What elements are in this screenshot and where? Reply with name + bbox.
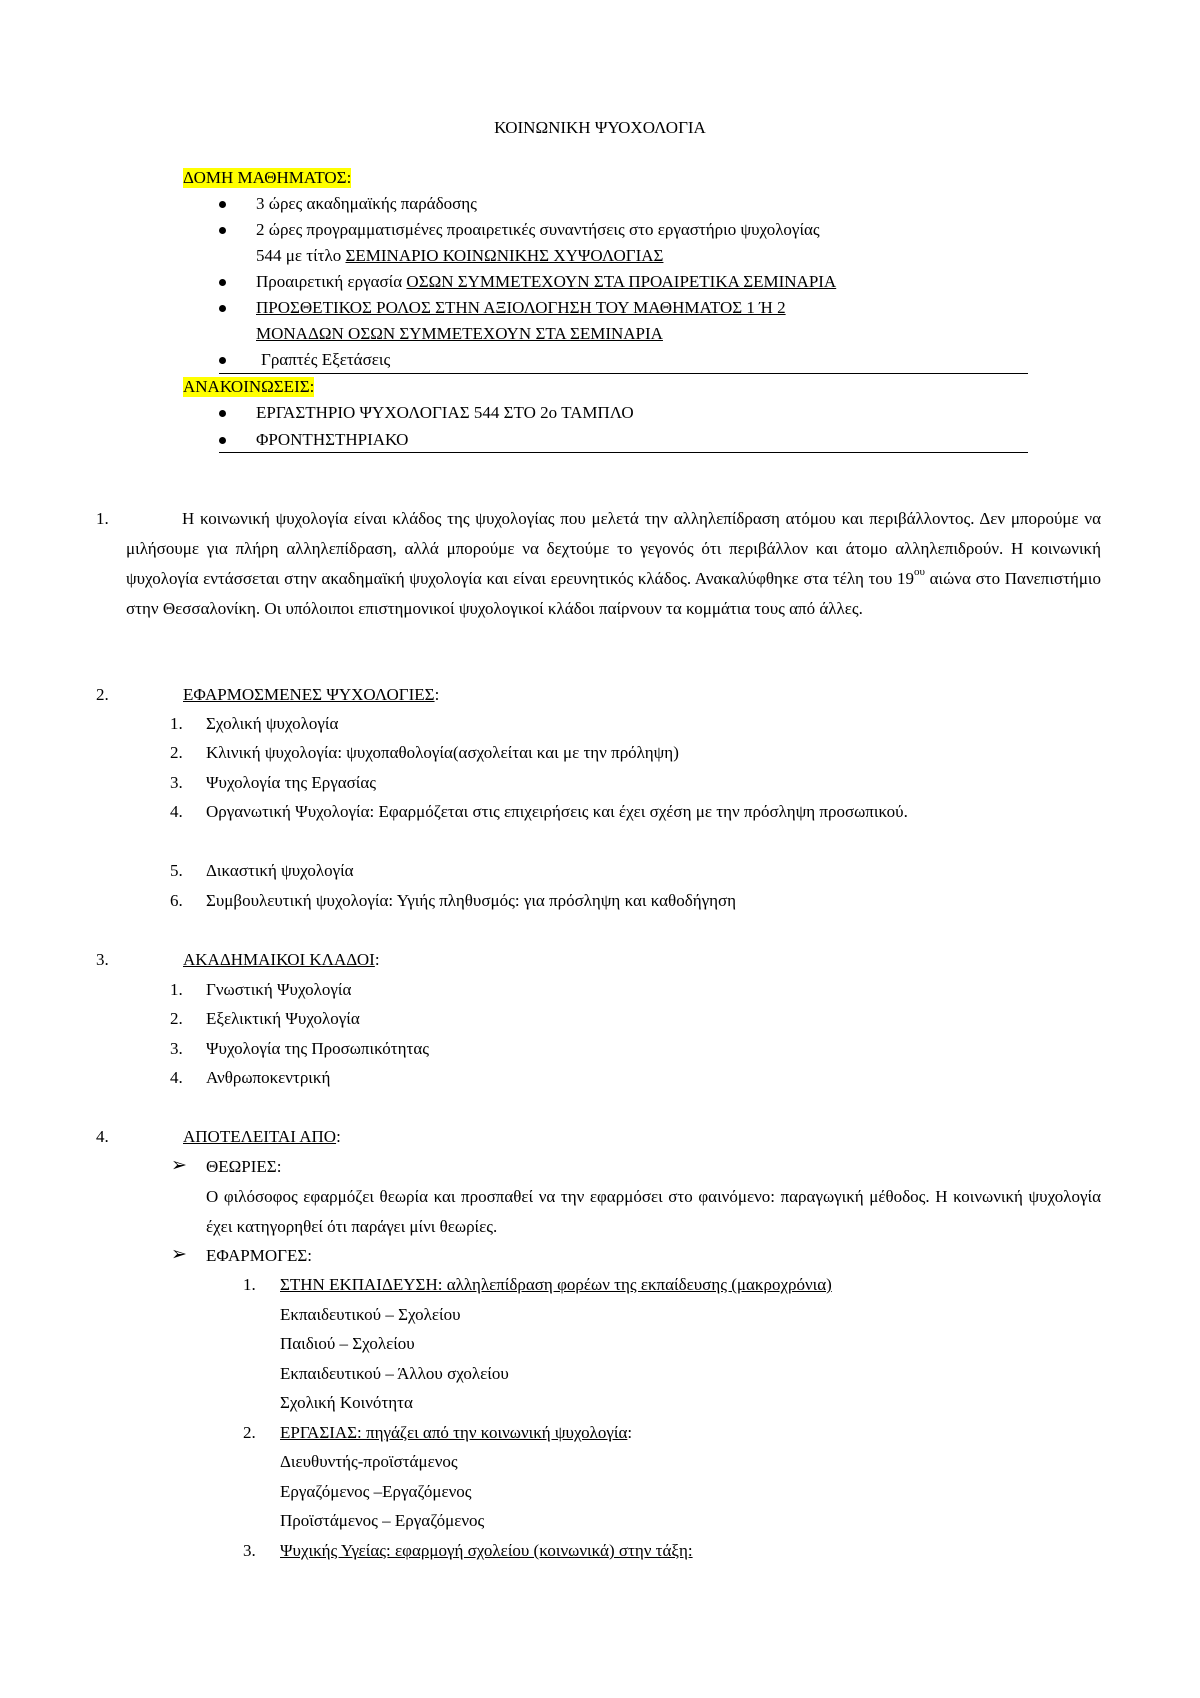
section-3-heading: ΑΚΑΔΗΜΑΙΚΟΙ ΚΛΑΔΟΙ: xyxy=(183,950,380,969)
structure-heading: ΔΟΜΗ ΜΑΘΗΜΑΤΟΣ: xyxy=(183,168,352,187)
section-4-heading: ΑΠΟΤΕΛΕΙΤΑΙ ΑΠΟ: xyxy=(183,1127,341,1146)
bullet-icon xyxy=(219,279,226,286)
section-4-number: 4. xyxy=(96,1127,109,1146)
structure-item-1: 3 ώρες ακαδημαϊκής παράδοσης xyxy=(256,194,477,213)
list-item: Ανθρωποκεντρική xyxy=(206,1068,331,1087)
list-item: Εργαζόμενος –Εργαζόμενος xyxy=(280,1482,472,1501)
list-item: Οργανωτική Ψυχολογία: Εφαρμόζεται στις επιχειρήσεις και έχει σχέση με την πρόσληψη προσωπικού. xyxy=(206,802,908,821)
theories-paragraph: Ο φιλόσοφος εφαρμόζει θεωρία και προσπαθεί να την εφαρμόσει στο φαινόμενο: παραγωγική μέθοδος. Η κοινωνική ψυχολογία έχει κατηγορηθεί ότι παράγει μίνι θεωρίες. xyxy=(206,1187,1101,1236)
section-3-number: 3. xyxy=(96,950,109,969)
section-1-number: 1. xyxy=(96,509,109,528)
announcement-2: ΦΡΟΝΤΗΣΤΗΡΙΑΚΟ xyxy=(256,430,409,449)
structure-item-4-line2: ΜΟΝΑΔΩΝ ΟΣΩΝ ΣΥΜΜΕΤΕΧΟΥΝ ΣΤΑ ΣΕΜΙΝΑΡΙΑ xyxy=(256,324,663,343)
section-2-heading: ΕΦΑΡΜΟΣΜΕΝΕΣ ΨΥΧΟΛΟΓΙΕΣ: xyxy=(183,685,440,704)
list-item: Ψυχολογία της Εργασίας xyxy=(206,773,376,792)
bullet-icon xyxy=(219,410,226,417)
structure-item-4-line1: ΠΡΟΣΘΕΤΙΚΟΣ ΡΟΛΟΣ ΣΤΗΝ ΑΞΙΟΛΟΓΗΣΗ ΤΟΥ ΜΑΘΗΜΑΤΟΣ 1 Ή 2 xyxy=(256,298,786,317)
list-item: Κλινική ψυχολογία: ψυχοπαθολογία(ασχολείται και με την πρόληψη) xyxy=(206,743,679,762)
seminar-title: ΣΕΜΙΝΑΡΙΟ ΚΟΙΝΩΝΙΚΗΣ ΧΥΨΟΛΟΓΙΑΣ xyxy=(345,246,664,265)
application-education: ΣΤΗΝ ΕΚΠΑΙΔΕΥΣΗ: αλληλεπίδραση φορέων της εκπαίδευσης (μακροχρόνια) xyxy=(280,1275,832,1294)
divider xyxy=(219,373,1028,374)
list-item: Διευθυντής-προϊστάμενος xyxy=(280,1452,458,1471)
structure-item-5: Γραπτές Εξετάσεις xyxy=(261,350,391,369)
bullet-icon xyxy=(219,437,226,444)
structure-item-2-line1: 2 ώρες προγραμματισμένες προαιρετικές συναντήσεις στο εργαστήριο ψυχολογίας xyxy=(256,220,820,239)
arrow-bullet-icon: ➢ xyxy=(171,1244,187,1265)
bullet-icon xyxy=(219,357,226,364)
application-work: ΕΡΓΑΣΙΑΣ: πηγάζει από την κοινωνική ψυχολογία: xyxy=(280,1423,633,1442)
theories-label: ΘΕΩΡΙΕΣ: xyxy=(206,1157,282,1176)
arrow-bullet-icon: ➢ xyxy=(171,1155,187,1176)
list-item: Παιδιού – Σχολείου xyxy=(280,1334,415,1353)
page-title: ΚΟΙΝΩΝΙΚΗ ΨΥΟΧΟΛΟΓΙΑ xyxy=(494,118,706,137)
list-item: Σχολική ψυχολογία xyxy=(206,714,339,733)
section-2-number: 2. xyxy=(96,685,109,704)
list-item: Εκπαιδευτικού – Άλλου σχολείου xyxy=(280,1364,509,1383)
list-item: Γνωστική Ψυχολογία xyxy=(206,980,352,999)
list-item: Εξελικτική Ψυχολογία xyxy=(206,1009,360,1028)
bullet-icon xyxy=(219,305,226,312)
list-item: Ψυχολογία της Προσωπικότητας xyxy=(206,1039,429,1058)
bullet-icon xyxy=(219,201,226,208)
list-item: Σχολική Κοινότητα xyxy=(280,1393,413,1412)
divider xyxy=(219,452,1028,453)
structure-item-2-line2: 544 με τίτλο ΣΕΜΙΝΑΡΙΟ ΚΟΙΝΩΝΙΚΗΣ ΧΥΨΟΛΟΓΙΑΣ xyxy=(256,246,664,265)
applications-label: ΕΦΑΡΜΟΓΕΣ: xyxy=(206,1246,312,1265)
list-item: Εκπαιδευτικού – Σχολείου xyxy=(280,1305,461,1324)
list-item: Προϊστάμενος – Εργαζόμενος xyxy=(280,1511,485,1530)
structure-item-3: Προαιρετική εργασία ΟΣΩΝ ΣΥΜΜΕΤΕΧΟΥΝ ΣΤΑ ΠΡΟΑΙΡΕΤΙΚΑ ΣΕΜΙΝΑΡΙΑ xyxy=(256,272,837,291)
list-item: Συμβουλευτική ψυχολογία: Υγιής πληθυσμός: για πρόσληψη και καθοδήγηση xyxy=(206,891,737,910)
announcements-heading: ΑΝΑΚΟΙΝΩΣΕΙΣ: xyxy=(183,377,315,396)
section-1-paragraph: Η κοινωνική ψυχολογία είναι κλάδος της ψυχολογίας που μελετά την αλληλεπίδραση ατόμου και περιβάλλοντος. Δεν μπορούμε να μιλήσουμε για πλήρη αλληλεπίδραση, αλλά μπορούμε να δεχτούμε το γεγονός ότι περιβάλλον και άτομο αλληλεπιδρούν. Η κοινωνική ψυχολογία εντάσσεται στην ακαδημαϊκή ψυχολογία και είναι ερευνητικός κλάδος. Ανακαλύφθηκε στα τέλη του $19^{o\upsilon}$ αιώνα στο Πανεπιστήμιο στην Θεσσαλονίκη. Οι υπόλοιποι επιστημονικοί ψυχολογικοί κλάδοι παίρνουν τα κομμάτια τους από άλλες. xyxy=(126,509,1102,618)
bullet-icon xyxy=(219,227,226,234)
application-mental-health: Ψυχικής Υγείας: εφαρμογή σχολείου (κοινωνικά) στην τάξη: xyxy=(280,1541,693,1560)
announcement-1: ΕΡΓΑΣΤΗΡΙΟ ΨΥΧΟΛΟΓΙΑΣ 544 ΣΤΟ 2ο ΤΑΜΠΛΟ xyxy=(256,403,634,422)
list-item: Δικαστική ψυχολογία xyxy=(206,861,354,880)
